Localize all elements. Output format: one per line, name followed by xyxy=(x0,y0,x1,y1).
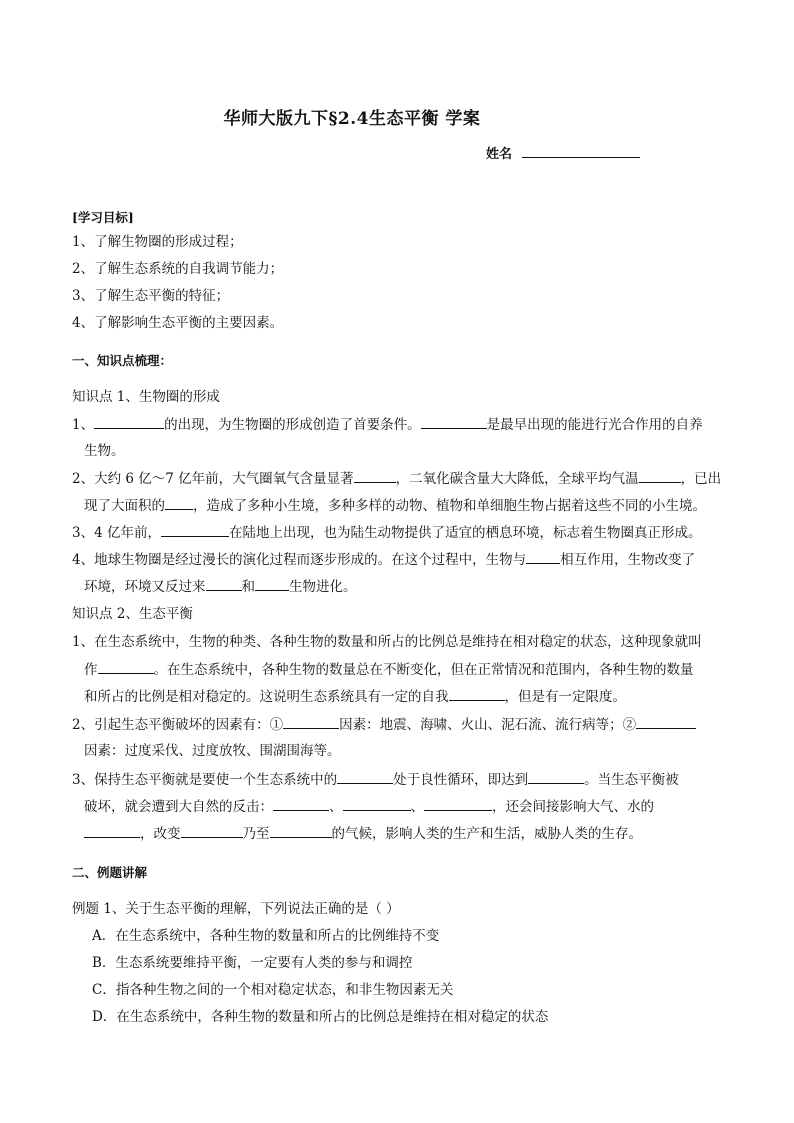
goal-item: 1、了解生物圈的形成过程； xyxy=(72,234,243,250)
p2-line2: 因素：过度采伐、过度放牧、围湖围海等。 xyxy=(84,743,341,759)
option-b[interactable]: B．生态系统要维持平衡，一定要有人类的参与和调控 xyxy=(92,955,413,971)
goal-item: 3、了解生态平衡的特征； xyxy=(72,288,230,304)
kp2-title: 知识点 2、生态平衡 xyxy=(72,606,193,622)
p1-line1: 1、在生态系统中，生物的种类、各种生物的数量和所占的比例总是维持在相对稳定的状态，这种现象就叫 xyxy=(72,634,702,650)
answer-blank[interactable] xyxy=(273,796,329,811)
q3-line: 3、4 亿年前， 在陆地上出现，也为陆生动物提供了适宜的栖息环境，标志着生物圈真正形成。 xyxy=(72,522,701,543)
answer-blank[interactable] xyxy=(165,495,193,510)
p2-line1: 2、引起生态平衡破坏的因素有：① 因素：地震、海啸、火山、泥石流、流行病等；② xyxy=(72,714,696,735)
answer-blank[interactable] xyxy=(343,796,411,811)
answer-blank[interactable] xyxy=(98,659,154,674)
goal-item: 2、了解生态系统的自我调节能力； xyxy=(72,261,284,277)
answer-blank[interactable] xyxy=(270,823,332,838)
answer-blank[interactable] xyxy=(354,468,396,483)
answer-blank[interactable] xyxy=(94,414,164,429)
answer-blank[interactable] xyxy=(255,576,289,591)
answer-blank[interactable] xyxy=(449,686,505,701)
q1-line2: 生物。 xyxy=(84,443,125,459)
goal-item: 4、了解影响生态平衡的主要因素。 xyxy=(72,315,284,331)
q1-line1: 1、 的出现，为生物圈的形成创造了首要条件。 是最早出现的能进行光合作用的自养 xyxy=(72,414,703,435)
section2-heading: 二、例题讲解 xyxy=(72,865,148,880)
answer-blank[interactable] xyxy=(84,823,140,838)
answer-blank[interactable] xyxy=(283,714,339,729)
p3-line1: 3、保持生态平衡就是要使一个生态系统中的 处于良性循环，即达到 。当生态平衡被 xyxy=(72,769,679,790)
answer-blank[interactable] xyxy=(526,549,560,564)
answer-blank[interactable] xyxy=(161,522,229,537)
example1-question: 例题 1、关于生态平衡的理解，下列说法正确的是（ ） xyxy=(72,901,400,917)
name-blank[interactable] xyxy=(522,144,640,158)
answer-blank[interactable] xyxy=(639,468,681,483)
p3-line3: ，改变 乃至 的气候，影响人类的生产和生活，威胁人类的生存。 xyxy=(84,823,642,844)
option-c[interactable]: C．指各种生物之间的一个相对稳定状态，和非生物因素无关 xyxy=(92,982,454,998)
answer-blank[interactable] xyxy=(206,576,242,591)
answer-blank[interactable] xyxy=(528,769,584,784)
p1-line3: 和所占的比例是相对稳定的。这说明生态系统具有一定的自我 ，但是有一定限度。 xyxy=(84,686,626,707)
answer-blank[interactable] xyxy=(636,714,696,729)
section1-heading: 一、知识点梳理： xyxy=(72,353,173,368)
q4-line2: 环境，环境又反过来 和 生物进化。 xyxy=(84,576,357,597)
q2-line1: 2、大约 6 亿～7 亿年前，大气圈氧气含量显著 ，二氧化碳含量大大降低，全球平均气温 ，已出 xyxy=(72,468,721,489)
name-label: 姓名 xyxy=(486,147,513,162)
q4-line1: 4、地球生物圈是经过漫长的演化过程而逐步形成的。在这个过程中，生物与 相互作用，生物改变了 xyxy=(72,549,695,570)
name-field xyxy=(486,143,640,162)
p3-line2: 破坏，就会遭到大自然的反击： 、 、 ，还会间接影响大气、水的 xyxy=(84,796,654,817)
answer-blank[interactable] xyxy=(181,823,243,838)
answer-blank[interactable] xyxy=(337,769,393,784)
kp1-title: 知识点 1、生物圈的形成 xyxy=(72,389,220,405)
option-a[interactable]: A．在生态系统中，各种生物的数量和所占的比例维持不变 xyxy=(92,928,440,944)
p1-line2: 作 。在生态系统中，各种生物的数量总在不断变化，但在正常情况和范围内，各种生物的数量 xyxy=(84,659,694,680)
answer-blank[interactable] xyxy=(424,796,492,811)
option-d[interactable]: D．在生态系统中，各种生物的数量和所占的比例总是维持在相对稳定的状态 xyxy=(92,1009,549,1025)
goals-heading: [学习目标] xyxy=(72,210,134,225)
answer-blank[interactable] xyxy=(421,414,487,429)
page-title: 华师大版九下§2.4生态平衡 学案 xyxy=(223,109,481,129)
q2-line2: 现了大面积的 ，造成了多种小生境，多种多样的动物、植物和单细胞生物占据着这些不同的小生境。 xyxy=(84,495,706,516)
